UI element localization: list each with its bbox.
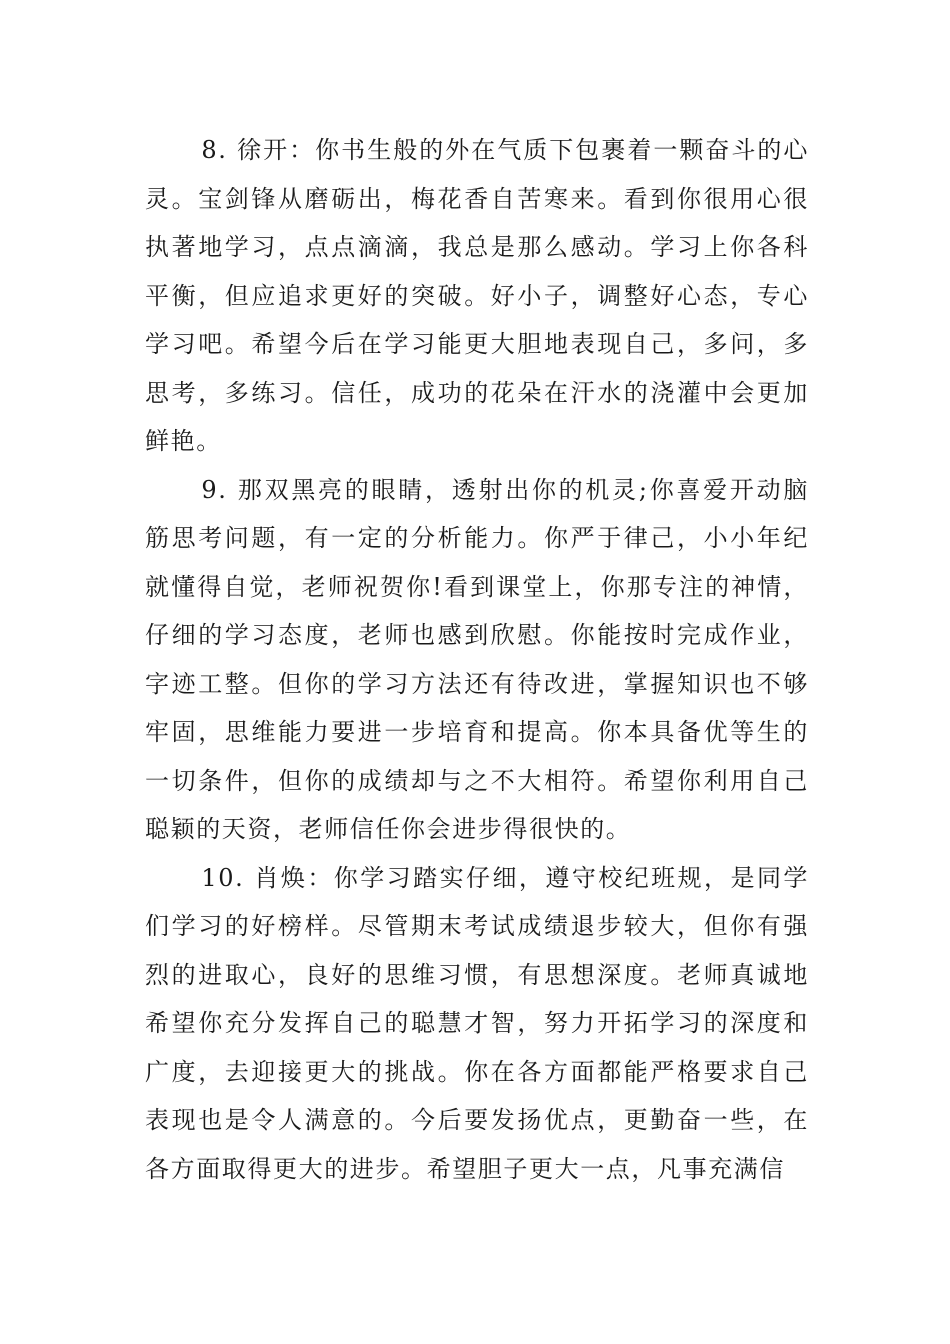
document-body bbox=[145, 126, 809, 1193]
paragraph-10: 10. 肖焕：你学习踏实仔细，遵守校纪班规，是同学们学习的好榜样。尽管期末考试成绩退步较大，但你有强烈的进取心，良好的思维习惯，有思想深度。老师真诚地希望你充分发挥自己的聪慧才智，努力开拓学习的深度和广度，去迎接更大的挑战。你在各方面都能严格要求自己表现也是令人满意的。今后要发扬优点，更勤奋一些，在各方面取得更大的进步。希望胆子更大一点，凡事充满信 bbox=[145, 863, 809, 1183]
paragraph-8: 8. 徐开：你书生般的外在气质下包裹着一颗奋斗的心灵。宝剑锋从磨砺出，梅花香自苦寒来。看到你很用心很执著地学习，点点滴滴，我总是那么感动。学习上你各科平衡，但应追求更好的突破。好小子，调整好心态，专心学习吧。希望今后在学习能更大胆地表现自己，多问，多思考，多练习。信任，成功的花朵在汗水的浇灌中会更加鲜艳。 bbox=[145, 136, 809, 455]
paragraph-9: 9. 那双黑亮的眼睛，透射出你的机灵;你喜爱开动脑筋思考问题，有一定的分析能力。你严于律己，小小年纪就懂得自觉，老师祝贺你!看到课堂上，你那专注的神情，仔细的学习态度，老师也感到欣慰。你能按时完成作业，字迹工整。但你的学习方法还有待改进，掌握知识也不够牢固，思维能力要进一步培育和提高。你本具备优等生的一切条件，但你的成绩却与之不大相符。希望你利用自己聪颖的天资，老师信任你会进步得很快的。 bbox=[145, 475, 809, 843]
